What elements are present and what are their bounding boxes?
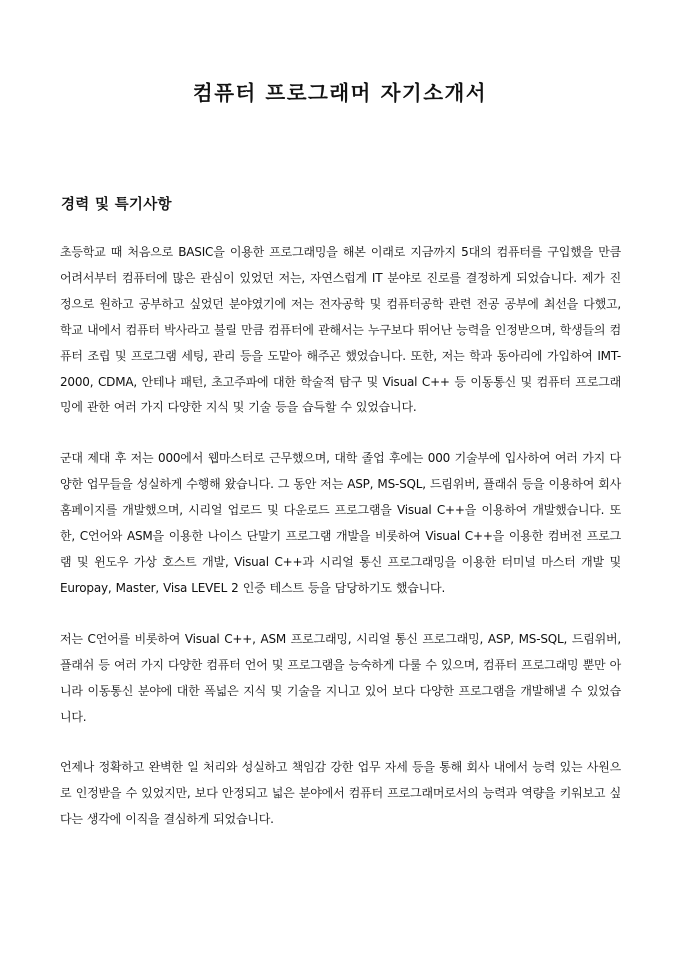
paragraph-motivation: 언제나 정확하고 완벽한 일 처리와 성실하고 책임감 강한 업무 자세 등을 통해 회사 내에서 능력 있는 사원으로 인정받을 수 있었지만, 보다 안정되고 넓은 분야에서 컴퓨터 프로그래머로서의 능력과 역량을 키워보고 싶다는 생각에 이직을 결심하게 되었습니다. (60, 760, 621, 827)
document-title: 컴퓨터 프로그래머 자기소개서 (192, 81, 488, 105)
section-heading: 경력 및 특기사항 (61, 197, 172, 213)
document-body (60, 240, 621, 858)
paragraph-skills: 저는 C언어를 비롯하여 Visual C++, ASM 프로그래밍, 시리얼 통신 프로그래밍, ASP, MS-SQL, 드림위버, 플래쉬 등 여러 가지 다양한 컴퓨터 언어 및 프로그램을 능숙하게 다룰 수 있으며, 컴퓨터 프로그래밍 뿐만 아니라 이동통신 분야에 대한 폭넓은 지식 및 기술을 지니고 있어 보다 다양한 프로그램을 개발해낼 수 있었습니다. (60, 631, 621, 724)
paragraph-education: 초등학교 때 처음으로 BASIC을 이용한 프로그래밍을 해본 이래로 지금까지 5대의 컴퓨터를 구입했을 만큼 어려서부터 컴퓨터에 많은 관심이 있었던 저는, 자연스럽게 IT 분야로 진로를 결정하게 되었습니다. 제가 진정으로 원하고 공부하고 싶었던 분야였기에 저는 전자공학 및 컴퓨터공학 관련 전공 공부에 최선을 다했고, 학교 내에서 컴퓨터 박사라고 불릴 만큼 컴퓨터에 관해서는 누구보다 뛰어난 능력을 인정받으며, 학생들의 컴퓨터 조립 및 프로그램 세팅, 관리 등을 도맡아 해주곤 했었습니다. 또한, 저는 학과 동아리에 가입하여 IMT-2000, CDMA, 안테나 패턴, 초고주파에 대한 학술적 탐구 및 Visual C++ 등 이동통신 및 컴퓨터 프로그래밍에 관한 여러 가지 다양한 지식 및 기술 등을 습득할 수 있었습니다. (60, 245, 621, 415)
paragraph-career: 군대 제대 후 저는 000에서 웹마스터로 근무했으며, 대학 졸업 후에는 000 기술부에 입사하여 여러 가지 다양한 업무들을 성실하게 수행해 왔습니다. 그 동안 저는 ASP, MS-SQL, 드림위버, 플래쉬 등을 이용하여 회사 홈페이지를 개발했으며, 시리얼 업로드 및 다운로드 프로그램을 Visual C++을 이용하여 개발했습니다. 또한, C언어와 ASM을 이용한 나이스 단말기 프로그램 개발을 비롯하여 Visual C++을 이용한 컴버전 프로그램 및 윈도우 가상 호스트 개발, Visual C++과 시리얼 통신 프로그래밍을 이용한 터미널 마스터 개발 및 Europay, Master, Visa LEVEL 2 인증 테스트 등을 담당하기도 했습니다. (60, 451, 621, 595)
